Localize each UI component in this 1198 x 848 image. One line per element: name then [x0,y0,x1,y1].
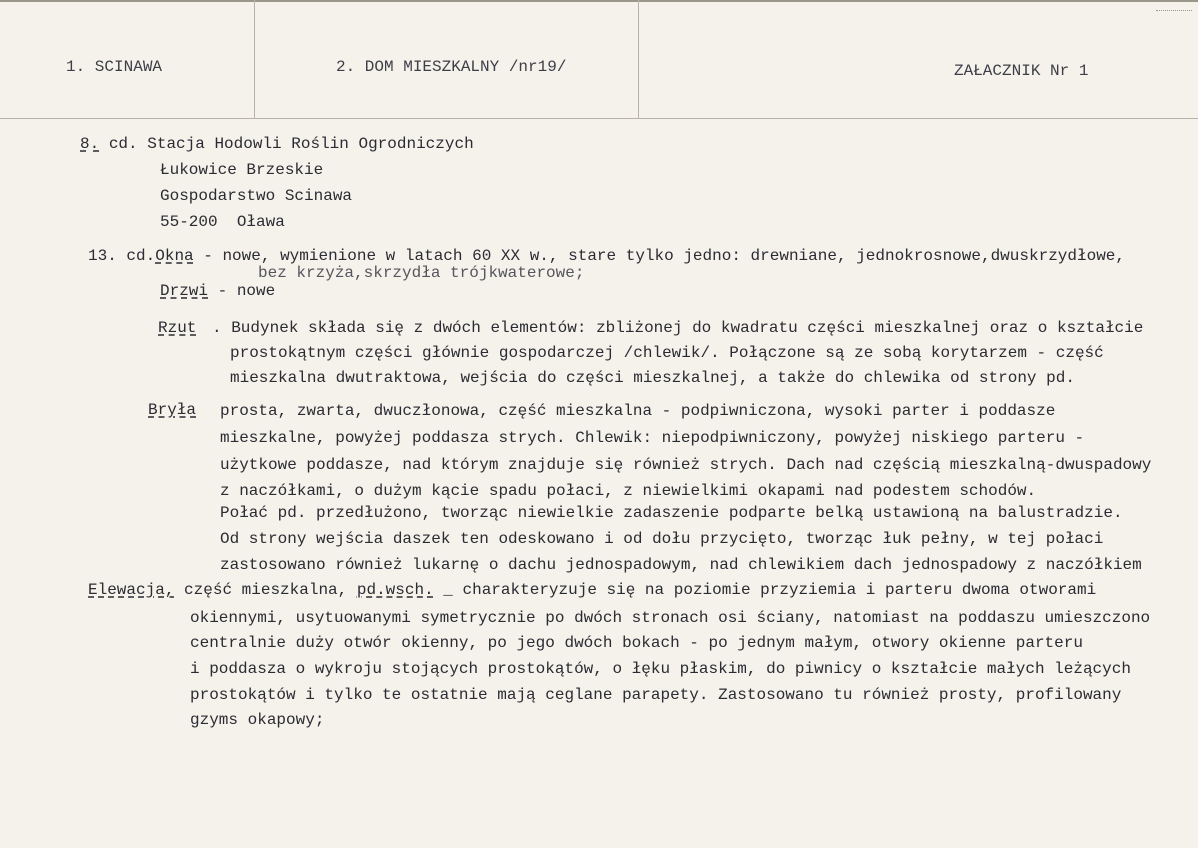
section-13-cd: cd. [126,247,156,265]
bryla-line-4: z naczółkami, o dużym kącie spadu połaci, z niewielkimi okapami nad podestem schodów. [220,482,1037,500]
section-8-line-2: Łukowice Brzeskie [160,161,324,179]
rzut-line-2: prostokątnym części głównie gospodarczej /chlewik/. Połączone są ze sobą korytarzem - część [230,344,1104,362]
bryla-line-7: zastosowano również lukarnę o dachu jednospadowym, nad chlewikiem dach jednospadowy z naczółkiem [220,556,1142,574]
drzwi-text: - nowe [217,282,276,300]
section-8-line-1 [80,134,474,154]
elewacja-label: Elewacja, [88,581,175,599]
section-8-institution: Stacja Hodowli Roślin Ogrodniczych [147,135,474,153]
bryla-line-5: Połać pd. przedłużono, tworząc niewielkie zadaszenie podparte belką ustawioną na balustradzie. [220,504,1123,522]
bryla-line-1: prosta, zwarta, dwuczłonowa, część mieszkalna - podpiwniczona, wysoki parter i poddasze [220,402,1056,420]
elewacja-direction: pd.wsch. [356,581,434,599]
section-13-okna-line [88,246,1125,266]
okna-text-continuation: bez krzyża,skrzydła trójkwaterowe; [258,264,585,282]
rzut-line-3: mieszkalna dwutraktowa, wejścia do części mieszkalnej, a także do chlewika od strony pd. [230,369,1075,387]
rzut-line-1: . Budynek składa się z dwóch elementów: zbliżonej do kwadratu części mieszkalnej oraz o kształcie [212,319,1144,337]
section-8-cd: cd. [108,135,138,153]
elewacja-first-text: _ charakteryzuje się na poziomie przyziemia i parteru dwoma otworami [443,581,1097,599]
bryla-line-6: Od strony wejścia daszek ten odeskowano i od dołu przycięto, tworząc łuk pełny, w tej połaci [220,530,1104,548]
drzwi-label: Drzwi [160,282,209,300]
bryla-label-line [148,400,196,420]
section-8-number: 8. [80,135,100,153]
okna-text: - nowe, wymienione w latach 60 XX w., stare tylko jedno: drewniane, jednokrosnowe,dwuskrzydłowe, [203,247,1125,265]
elewacja-line-4: i poddasza o wykroju stojących prostokątów, o łęku płaskim, do piwnicy o kształcie małych leżących [190,660,1131,678]
section-8-line-4 [160,212,285,232]
header-attachment-text: ZAŁACZNIK Nr 1 [954,62,1089,80]
section-8-line-3: Gospodarstwo Scinawa [160,187,353,205]
header-cell-location [0,0,255,118]
elewacja-line-5: prostokątów i tylko te ostatnie mają ceglane parapety. Zastosowano tu również prosty, profilowany [190,686,1122,704]
city: Oława [236,213,285,231]
drzwi-line [160,281,275,301]
corner-mark [1156,10,1192,21]
header-cell-object [254,0,639,118]
bryla-label: Bryła [148,401,197,419]
header-cell-attachment [638,0,1198,118]
elewacja-line-2: okiennymi, usytuowanymi symetrycznie po dwóch stronach osi ściany, natomiast na poddaszu umieszczono [190,609,1151,627]
rzut-label: Rzut [158,319,197,337]
postal-code: 55-200 [160,213,218,231]
header-location-text: 1. SCINAWA [66,58,163,76]
bryla-line-2: mieszkalne, powyżej poddasza strych. Chlewik: niepodpiwniczony, powyżej niskiego parteru - [220,429,1085,447]
elewacja-part: część mieszkalna, [184,581,348,599]
bryla-line-3: użytkowe poddasze, nad którym znajduje się również strych. Dach nad częścią mieszkalną-dwuspadowy [220,456,1152,474]
header-object-text: 2. DOM MIESZKALNY /nr19/ [336,58,567,76]
elewacja-line-1 [88,580,1096,600]
elewacja-line-3: centralnie duży otwór okienny, po jego dwóch bokach - po jednym małym, otwory okienne parteru [190,634,1083,652]
section-13-number: 13. [88,247,117,265]
elewacja-line-6: gzyms okapowy; [190,711,325,729]
header-table [0,0,1198,119]
okna-label: Okna [155,247,194,265]
rzut-label-line [158,318,196,338]
